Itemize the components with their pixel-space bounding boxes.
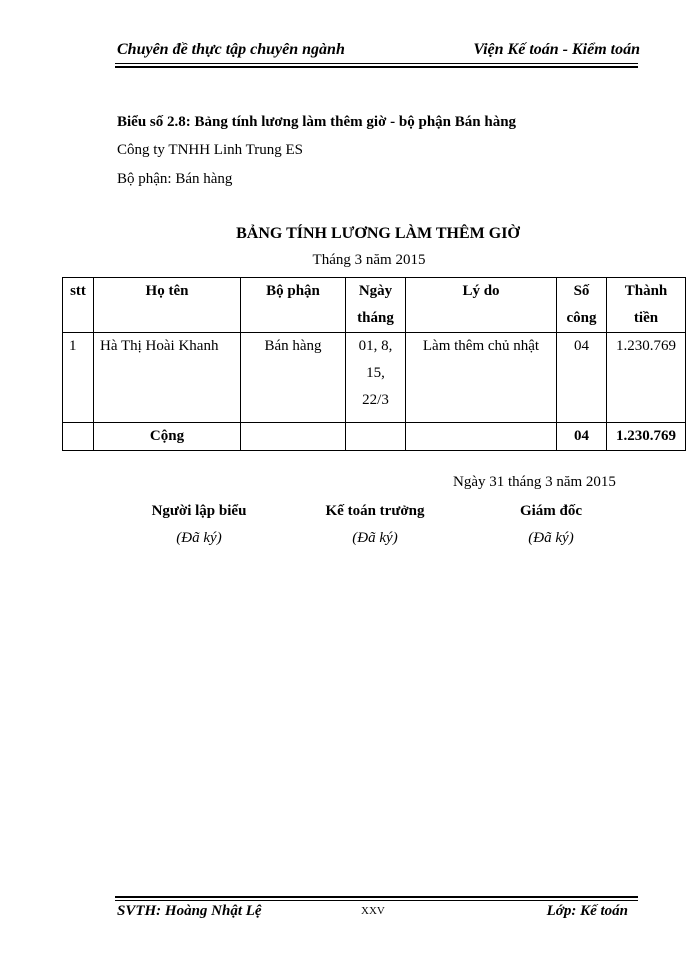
cell-total-amount: 1.230.769: [607, 423, 686, 451]
cell-total-empty: [406, 423, 557, 451]
cell-total-days: 04: [557, 423, 607, 451]
cell-days: 04: [557, 333, 607, 423]
header-left-text: Chuyên đề thực tập chuyên ngành: [117, 41, 345, 58]
col-header-name: Họ tên: [94, 278, 241, 333]
signature-title-preparer: Người lập biểu: [151, 503, 247, 519]
header-divider-thick: [115, 66, 638, 68]
footer-right-text: Lớp: Kế toán: [546, 903, 628, 919]
col-header-stt: stt: [63, 278, 94, 333]
cell-dates-text: 01, 8, 15, 22/3: [358, 338, 393, 408]
footer-divider-thick: [115, 896, 638, 898]
signature-note-chief-accountant: (Đã ký): [352, 530, 398, 546]
table-row: [63, 333, 686, 423]
total-row: [63, 423, 686, 451]
header-right-text: Viện Kế toán - Kiểm toán: [473, 41, 640, 58]
date-line: Ngày 31 tháng 3 năm 2015: [453, 474, 616, 490]
cell-dept: Bán hàng: [241, 333, 346, 423]
col-header-dates-text: Ngày tháng: [357, 283, 394, 326]
company-name: Công ty TNHH Linh Trung ES: [117, 142, 304, 158]
footer-divider: [115, 900, 638, 901]
cell-total-empty: [346, 423, 406, 451]
col-header-dates: [346, 278, 406, 333]
col-header-dept: Bộ phận: [241, 278, 346, 333]
overtime-table: [62, 277, 686, 451]
department-name: Bộ phận: Bán hàng: [117, 171, 233, 187]
cell-stt: 1: [63, 333, 94, 423]
signature-note-director: (Đã ký): [528, 530, 574, 546]
cell-total-empty: [63, 423, 94, 451]
cell-amount: 1.230.769: [607, 333, 686, 423]
cell-dates: [346, 333, 406, 423]
footer-left-text: SVTH: Hoàng Nhật Lệ: [117, 903, 262, 919]
table-header-row: [63, 278, 686, 333]
col-header-days-text: Số công: [566, 283, 597, 326]
col-header-amount-text: Thành tiền: [624, 283, 668, 326]
document-subtitle: Tháng 3 năm 2015: [312, 252, 426, 268]
header-divider: [115, 63, 638, 64]
document-title: BẢNG TÍNH LƯƠNG LÀM THÊM GIỜ: [236, 225, 520, 242]
col-header-amount: [607, 278, 686, 333]
table-caption: Biểu số 2.8: Bảng tính lương làm thêm giờ - bộ phận Bán hàng: [117, 114, 517, 130]
cell-total-label: Cộng: [94, 423, 241, 451]
cell-name: Hà Thị Hoài Khanh: [94, 333, 241, 423]
signature-note-preparer: (Đã ký): [176, 530, 222, 546]
cell-reason: Làm thêm chủ nhật: [406, 333, 557, 423]
signature-title-director: Giám đốc: [519, 503, 583, 519]
col-header-days: [557, 278, 607, 333]
cell-total-empty: [241, 423, 346, 451]
signature-title-chief-accountant: Kế toán trưởng: [325, 503, 425, 519]
col-header-reason: Lý do: [406, 278, 557, 333]
page-number: XXV: [361, 905, 385, 917]
